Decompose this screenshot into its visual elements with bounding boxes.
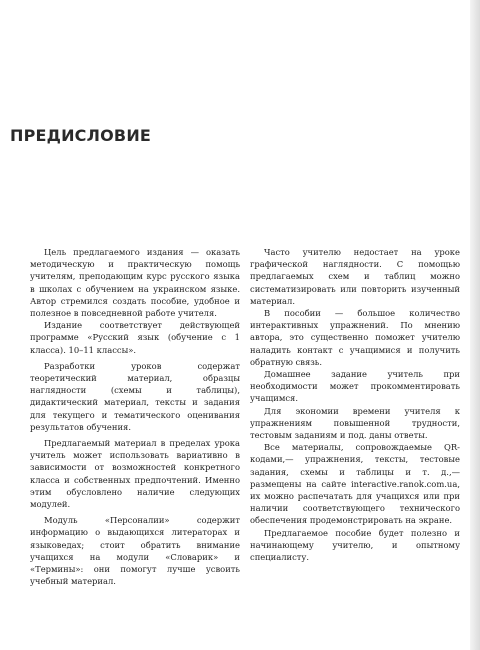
paragraph: Все материалы, сопровождаемые QR-кодами,— упражнения, тексты, тестовые задания, схемы и таблицы и т. д.,— размещены на сайте interactive.ranok.com.ua, их можно распечатать для учащихся или при наличии соответствующего технического обеспечения продемонстрировать на экране. bbox=[250, 442, 460, 526]
paragraph: Разработки уроков содержат теоретический материал, образцы наглядности (схемы и таблицы), дидактический материал, тексты и задания для текущего и тематического оценивания результатов обучения. bbox=[30, 360, 240, 432]
right-column bbox=[250, 246, 460, 563]
paragraph: Для экономии времени учителя к упражнениям повышенной трудности, тестовым заданиям и под. даны ответы. bbox=[250, 405, 460, 441]
paragraph: Часто учителю недостает на уроке графической наглядности. С помощью предлагаемых схем и таблиц можно систематизировать или повторить изученный материал. bbox=[250, 247, 460, 306]
page-title: ПРЕДИСЛОВИЕ bbox=[10, 126, 152, 145]
paragraph: Предлагаемое пособие будет полезно и начинающему учителю, и опытному специалисту. bbox=[250, 527, 460, 563]
paragraph: Предлагаемый материал в пределах урока учитель может использовать вариативно в зависимости от возможностей конкретного класса и собственных предпочтений. Именно этим обусловлено наличие следующих модулей. bbox=[30, 438, 240, 510]
paragraph: Домашнее задание учитель при необходимости может прокомментировать учащимся. bbox=[250, 369, 460, 404]
paragraph: Издание соответствует действующей программе «Русский язык (обучение с 1 класса). 10–11 классы». bbox=[30, 320, 240, 355]
paragraph: Модуль «Персоналии» содержит информацию о выдающихся литераторах и языковедах; стоит обратить внимание учащихся на модули «Словарик» и «Термины»: они помогут лучше усвоить учебный материал. bbox=[30, 515, 240, 587]
left-column bbox=[30, 246, 240, 587]
paragraph: В пособии — большое количество интерактивных упражнений. По мнению автора, это существенно поможет учителю наладить контакт с учащимися и получить обратную связь. bbox=[250, 308, 460, 367]
page-edge-shadow bbox=[470, 0, 480, 650]
paragraph: Цель предлагаемого издания — оказать методическую и практическую помощь учителям, преподающим курс русского языка в школах с обучением на украинском языке. Автор стремился создать пособие, удобное и полезное в повседневной работе учителя. bbox=[30, 247, 240, 319]
